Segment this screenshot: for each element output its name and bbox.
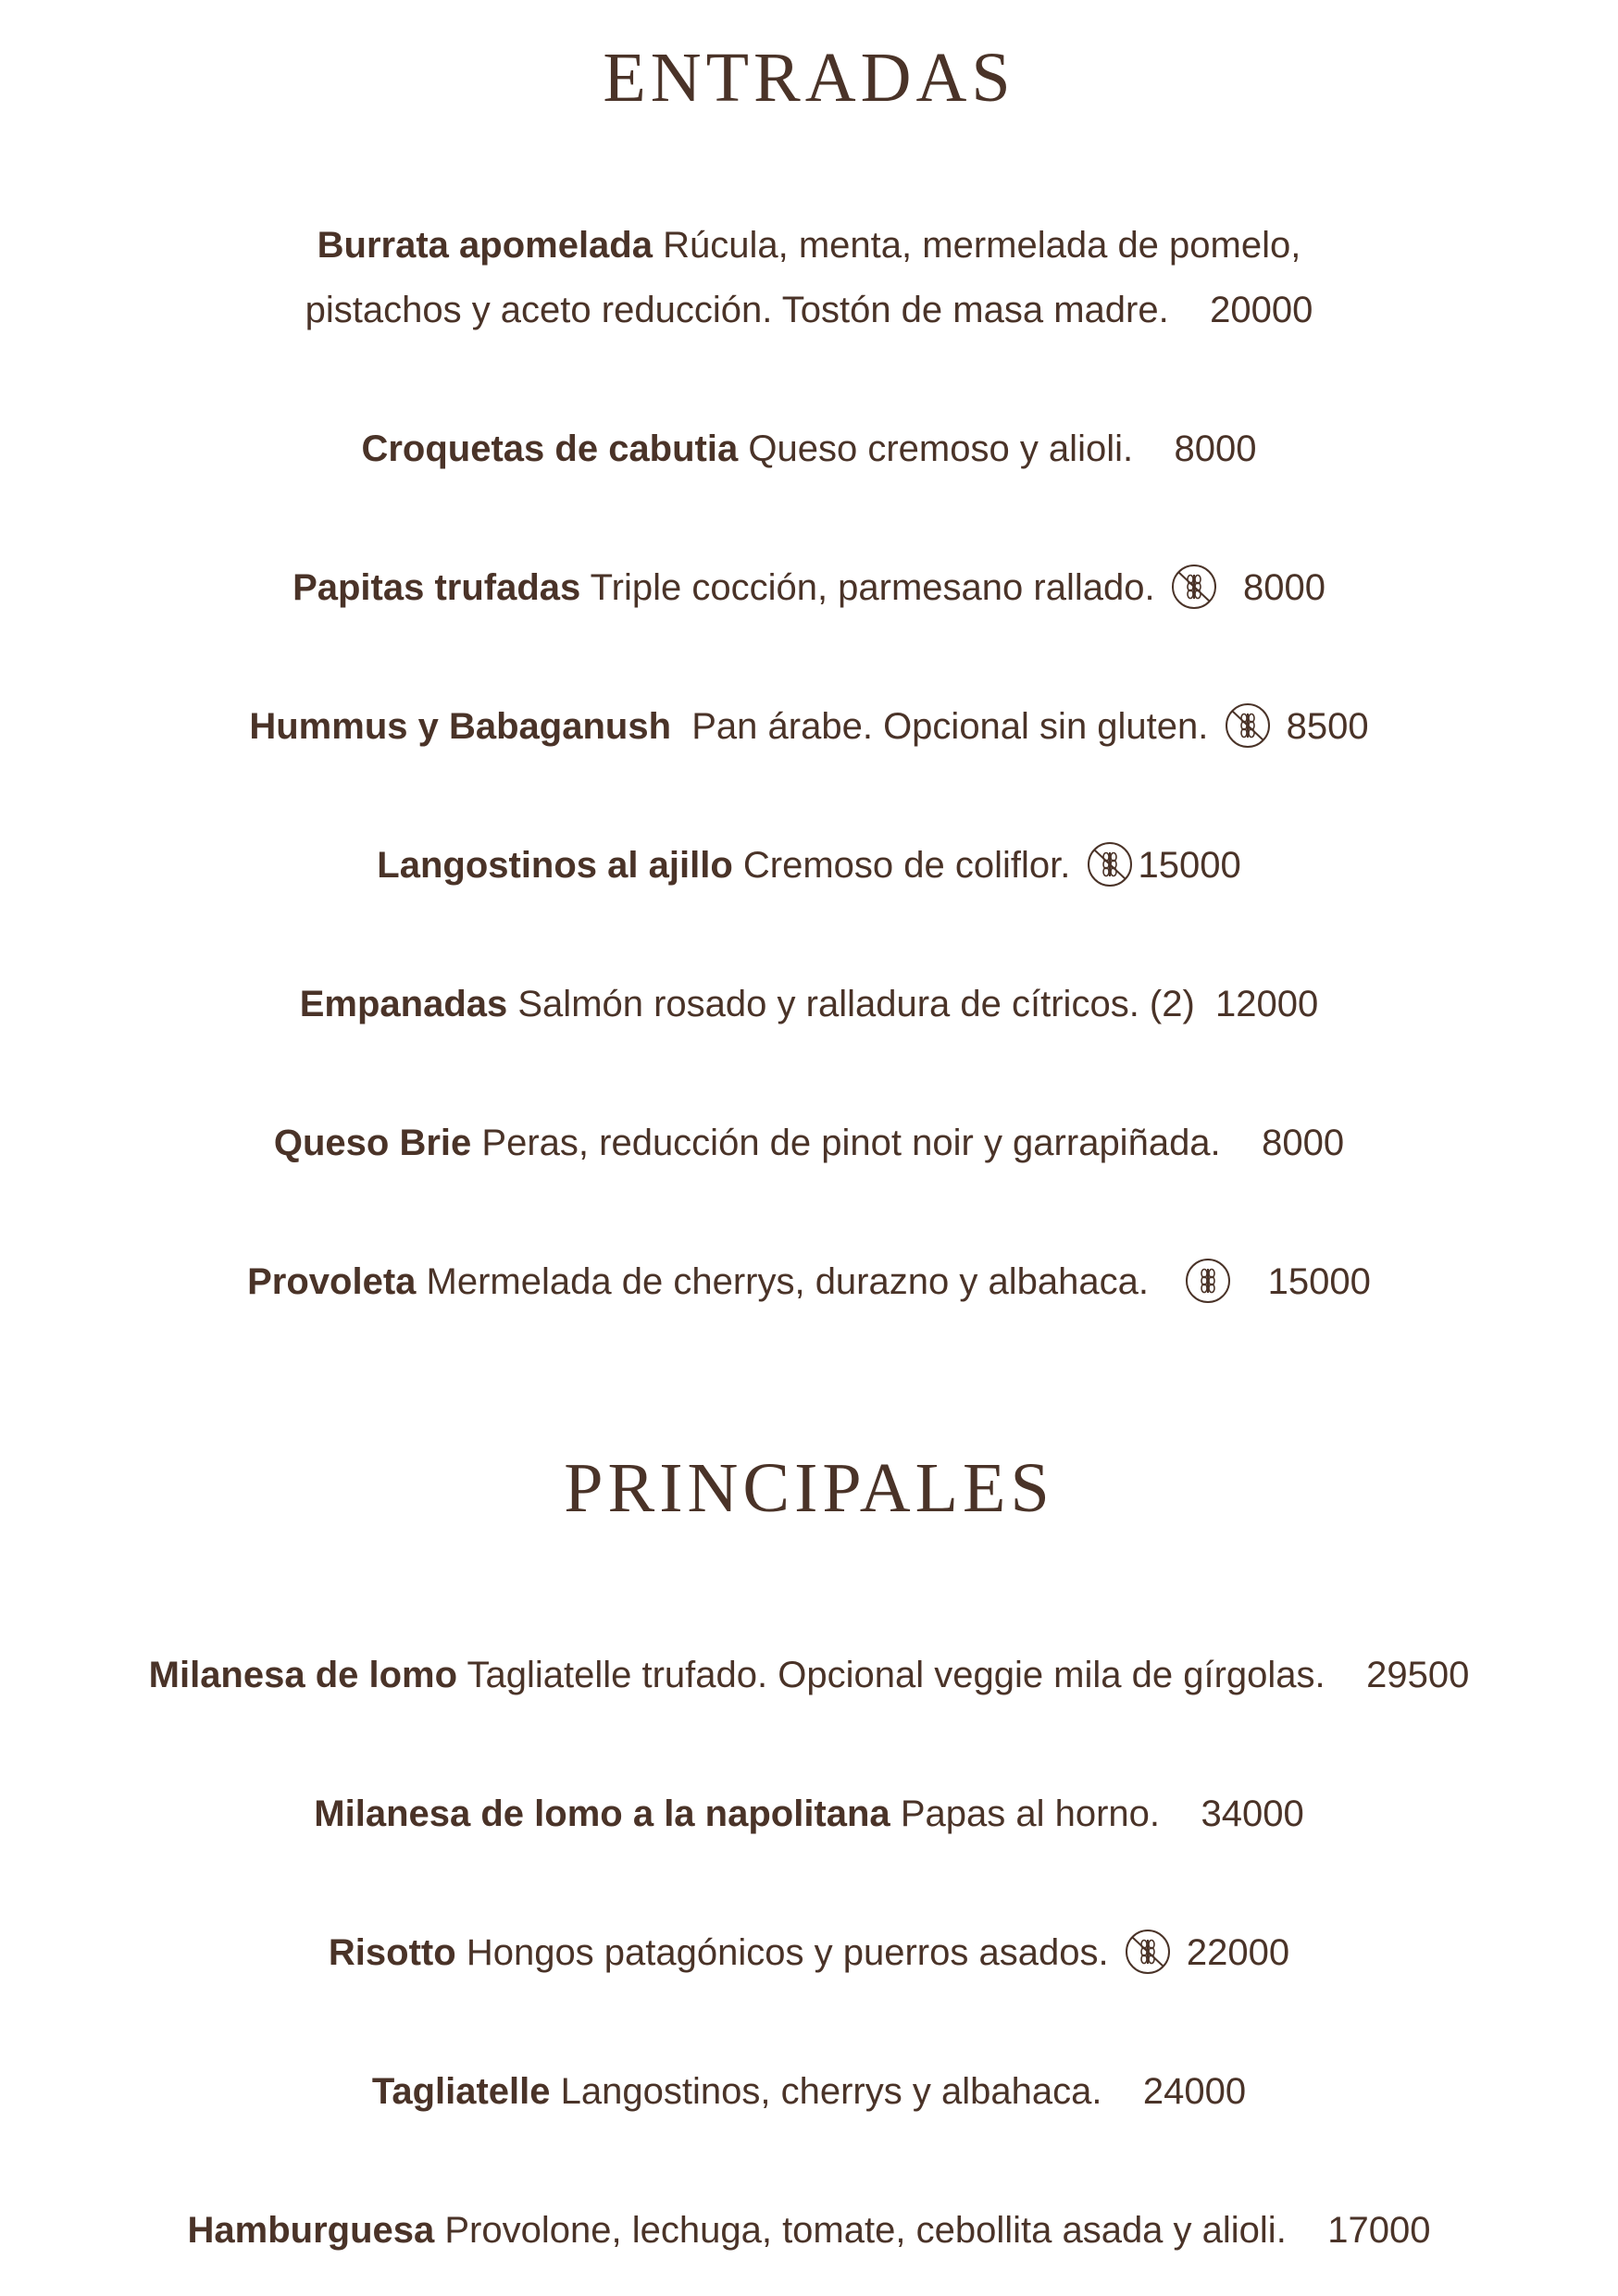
item-description: Tagliatelle trufado. Opcional veggie mila de gírgolas.	[467, 1655, 1326, 1695]
menu-item-tagliatelle	[0, 2059, 1618, 2124]
item-price: 22000	[1186, 1932, 1290, 1973]
menu-item-milanesa-lomo	[0, 1643, 1618, 1707]
menu-item-burrata-line2	[0, 278, 1618, 342]
menu-item-burrata	[0, 213, 1618, 278]
item-name: Milanesa de lomo	[148, 1655, 458, 1695]
gluten-free-icon	[1087, 841, 1133, 887]
item-price: 8000	[1242, 567, 1326, 608]
item-description: Hongos patagónicos y puerros asados.	[466, 1932, 1109, 1973]
menu-item-milanesa-napolitana	[0, 1781, 1618, 1846]
item-description: Salmón rosado y ralladura de cítricos. (2)	[517, 984, 1195, 1024]
item-description-line2: pistachos y aceto reducción. Tostón de masa madre.	[305, 290, 1169, 330]
item-name: Croquetas de cabutia	[361, 428, 739, 469]
gluten-free-icon	[1125, 1929, 1171, 1975]
item-name: Milanesa de lomo a la napolitana	[314, 1793, 890, 1834]
item-name: Langostinos al ajillo	[377, 845, 733, 886]
item-price: 15000	[1138, 845, 1241, 886]
item-price: 8000	[1262, 1123, 1345, 1163]
item-description: Peras, reducción de pinot noir y garrapiñada.	[481, 1123, 1221, 1163]
item-price: 20000	[1210, 290, 1313, 330]
item-description: Mermelada de cherrys, durazno y albahaca.	[426, 1261, 1149, 1302]
item-name: Tagliatelle	[371, 2071, 551, 2112]
gluten-free-icon	[1185, 1258, 1231, 1304]
menu-item-croquetas	[0, 416, 1618, 481]
item-name: Provoleta	[247, 1261, 417, 1302]
menu-item-queso-brie	[0, 1111, 1618, 1175]
item-description: Provolone, lechuga, tomate, cebollita asada y alioli.	[444, 2210, 1287, 2251]
item-price: 8500	[1286, 706, 1369, 747]
item-description: Langostinos, cherrys y albahaca.	[560, 2071, 1102, 2112]
menu-item-langostinos	[0, 833, 1618, 898]
item-name: Hummus y Babaganush	[249, 706, 672, 747]
item-price: 8000	[1174, 428, 1257, 469]
menu-item-papitas	[0, 555, 1618, 620]
gluten-free-icon	[1171, 564, 1217, 610]
menu-item-hamburguesa	[0, 2198, 1618, 2263]
item-name: Hamburguesa	[187, 2210, 435, 2251]
item-price: 29500	[1366, 1655, 1470, 1695]
gluten-free-icon	[1225, 702, 1271, 749]
menu-item-risotto	[0, 1920, 1618, 1985]
item-name: Queso Brie	[273, 1123, 472, 1163]
item-description: Cremoso de coliflor.	[742, 845, 1071, 886]
item-price: 24000	[1142, 2071, 1247, 2112]
section-title-principales: PRINCIPALES	[564, 1449, 1054, 1527]
menu-item-provoleta	[0, 1249, 1618, 1314]
item-price: 12000	[1215, 984, 1319, 1024]
item-description: Rúcula, menta, mermelada de pomelo,	[663, 225, 1301, 266]
item-name: Empanadas	[299, 984, 508, 1024]
item-name: Risotto	[328, 1932, 456, 1973]
item-description: Triple cocción, parmesano rallado.	[590, 567, 1155, 608]
menu-item-hummus	[0, 694, 1618, 759]
item-price: 34000	[1201, 1793, 1304, 1834]
menu-item-empanadas	[0, 972, 1618, 1036]
item-description: Papas al horno.	[900, 1793, 1161, 1834]
item-description: Queso cremoso y alioli.	[748, 428, 1134, 469]
section-title-entradas: ENTRADAS	[603, 39, 1015, 117]
item-price: 15000	[1267, 1261, 1371, 1302]
item-description: Pan árabe. Opcional sin gluten.	[691, 706, 1209, 747]
item-name: Papitas trufadas	[292, 567, 581, 608]
item-price: 17000	[1327, 2210, 1431, 2251]
item-name: Burrata apomelada	[317, 225, 653, 266]
